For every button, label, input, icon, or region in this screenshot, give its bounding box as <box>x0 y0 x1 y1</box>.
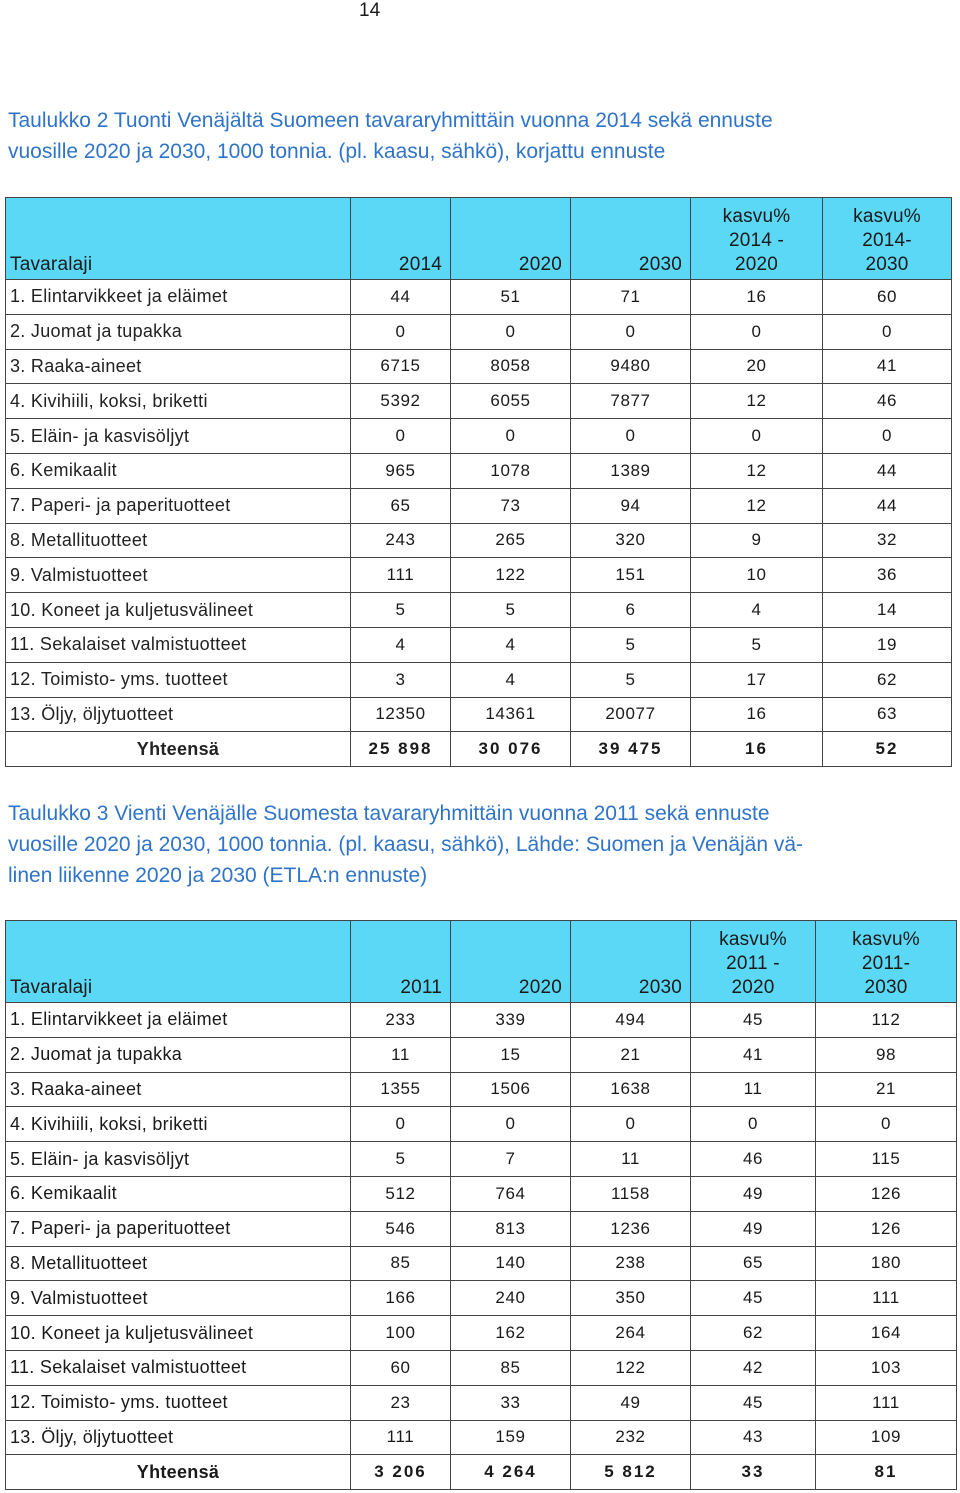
value-year-3-cell: 320 <box>571 523 691 558</box>
category-cell: 4. Kivihiili, koksi, briketti <box>6 1107 351 1142</box>
growth-short-cell: 12 <box>691 453 823 488</box>
growth-short-cell: 45 <box>691 1385 816 1420</box>
value-year-1-cell: 11 <box>351 1037 451 1072</box>
value-year-2-cell: 0 <box>451 314 571 349</box>
growth-short-cell: 62 <box>691 1316 816 1351</box>
category-cell: 5. Eläin- ja kasvisöljyt <box>6 419 351 454</box>
table-header-row <box>6 921 957 1003</box>
value-year-2-cell: 8058 <box>451 349 571 384</box>
value-year-3-cell: 0 <box>571 1107 691 1142</box>
table-row <box>6 488 952 523</box>
page-number: 14 <box>359 0 381 21</box>
value-year-2-cell: 73 <box>451 488 571 523</box>
growth-short-cell: 5 <box>691 627 823 662</box>
value-year-2-cell: 764 <box>451 1176 571 1211</box>
value-year-1-cell: 233 <box>351 1003 451 1038</box>
value-year-2-cell: 265 <box>451 523 571 558</box>
value-year-1-cell: 243 <box>351 523 451 558</box>
growth-long-cell: 63 <box>823 697 952 732</box>
value-year-2-cell: 813 <box>451 1211 571 1246</box>
growth-long-cell: 98 <box>816 1037 957 1072</box>
header-line: 2011- <box>861 953 911 974</box>
value-year-2-cell: 159 <box>451 1420 571 1455</box>
growth-long-cell: 60 <box>823 280 952 315</box>
value-year-3-cell: 11 <box>571 1142 691 1177</box>
table-row <box>6 627 952 662</box>
table-row <box>6 1037 957 1072</box>
growth-long-cell: 126 <box>816 1211 957 1246</box>
value-year-2-cell: 6055 <box>451 384 571 419</box>
value-year-3-cell: 1638 <box>571 1072 691 1107</box>
value-year-1-cell: 546 <box>351 1211 451 1246</box>
growth-long-cell: 32 <box>823 523 952 558</box>
growth-short-cell: 20 <box>691 349 823 384</box>
growth-short-cell: 17 <box>691 662 823 697</box>
value-year-1-cell: 166 <box>351 1281 451 1316</box>
value-year-1-cell: 1355 <box>351 1072 451 1107</box>
value-year-3-cell: 5 <box>571 662 691 697</box>
caption-line: vuosille 2020 ja 2030, 1000 tonnia. (pl. kaasu, sähkö), korjattu ennuste <box>8 140 666 163</box>
value-year-1-cell: 0 <box>351 1107 451 1142</box>
growth-short-cell: 49 <box>691 1211 816 1246</box>
value-year-2-cell: 1078 <box>451 453 571 488</box>
value-year-3-cell: 0 <box>571 419 691 454</box>
table-row <box>6 1420 957 1455</box>
value-year-1-cell: 85 <box>351 1246 451 1281</box>
category-cell: 10. Koneet ja kuljetusvälineet <box>6 1316 351 1351</box>
table-row <box>6 1316 957 1351</box>
table-3-caption <box>8 798 908 891</box>
table-header-row <box>6 198 952 280</box>
table-row <box>6 1385 957 1420</box>
growth-short-cell: 16 <box>691 697 823 732</box>
value-year-2-cell: 15 <box>451 1037 571 1072</box>
value-year-2-cell: 0 <box>451 1107 571 1142</box>
category-cell: 4. Kivihiili, koksi, briketti <box>6 384 351 419</box>
header-tavaralaji: Tavaralaji <box>6 198 351 280</box>
value-year-1-cell: 111 <box>351 1420 451 1455</box>
value-year-2-cell: 122 <box>451 558 571 593</box>
header-year-2020: 2020 <box>451 198 571 280</box>
value-year-1-cell: 5 <box>351 593 451 628</box>
total-row <box>6 732 952 767</box>
category-cell: 1. Elintarvikkeet ja eläimet <box>6 1003 351 1038</box>
category-cell: 5. Eläin- ja kasvisöljyt <box>6 1142 351 1177</box>
table-row <box>6 1176 957 1211</box>
category-cell: 3. Raaka-aineet <box>6 349 351 384</box>
header-year-2011: 2011 <box>351 921 451 1003</box>
value-year-3-cell: 21 <box>571 1037 691 1072</box>
header-line: kasvu% <box>852 929 920 950</box>
caption-line: Taulukko 3 Vienti Venäjälle Suomesta tavararyhmittäin vuonna 2011 sekä ennuste <box>8 802 770 825</box>
table-row <box>6 697 952 732</box>
value-year-2-cell: 33 <box>451 1385 571 1420</box>
header-line: 2020 <box>731 977 775 998</box>
value-year-3-cell: 232 <box>571 1420 691 1455</box>
table-2-caption <box>8 105 908 167</box>
growth-short-cell: 42 <box>691 1350 816 1385</box>
header-growth-2014-2030 <box>823 198 952 280</box>
growth-long-cell: 44 <box>823 453 952 488</box>
growth-short-cell: 45 <box>691 1281 816 1316</box>
growth-short-cell: 45 <box>691 1003 816 1038</box>
growth-long-cell: 81 <box>816 1455 957 1490</box>
header-line: kasvu% <box>722 206 791 227</box>
value-year-2-cell: 4 <box>451 662 571 697</box>
growth-long-cell: 112 <box>816 1003 957 1038</box>
growth-short-cell: 0 <box>691 419 823 454</box>
category-cell: 6. Kemikaalit <box>6 1176 351 1211</box>
header-year-2030: 2030 <box>571 198 691 280</box>
value-year-3-cell: 6 <box>571 593 691 628</box>
value-year-3-cell: 122 <box>571 1350 691 1385</box>
growth-long-cell: 41 <box>823 349 952 384</box>
value-year-1-cell: 4 <box>351 627 451 662</box>
growth-long-cell: 126 <box>816 1176 957 1211</box>
growth-long-cell: 14 <box>823 593 952 628</box>
value-year-3-cell: 494 <box>571 1003 691 1038</box>
category-cell: 9. Valmistuotteet <box>6 1281 351 1316</box>
value-year-3-cell: 1158 <box>571 1176 691 1211</box>
value-year-3-cell: 9480 <box>571 349 691 384</box>
table-row <box>6 1350 957 1385</box>
growth-short-cell: 0 <box>691 1107 816 1142</box>
value-year-1-cell: 23 <box>351 1385 451 1420</box>
value-year-3-cell: 49 <box>571 1385 691 1420</box>
value-year-1-cell: 60 <box>351 1350 451 1385</box>
growth-short-cell: 16 <box>691 732 823 767</box>
value-year-3-cell: 0 <box>571 314 691 349</box>
value-year-1-cell: 5392 <box>351 384 451 419</box>
value-year-3-cell: 7877 <box>571 384 691 419</box>
growth-long-cell: 103 <box>816 1350 957 1385</box>
header-year-2020: 2020 <box>451 921 571 1003</box>
growth-short-cell: 12 <box>691 384 823 419</box>
category-cell: 11. Sekalaiset valmistuotteet <box>6 627 351 662</box>
growth-short-cell: 12 <box>691 488 823 523</box>
category-cell: 8. Metallituotteet <box>6 1246 351 1281</box>
value-year-2-cell: 85 <box>451 1350 571 1385</box>
value-year-2-cell: 339 <box>451 1003 571 1038</box>
table-row <box>6 280 952 315</box>
growth-short-cell: 65 <box>691 1246 816 1281</box>
value-year-2-cell: 140 <box>451 1246 571 1281</box>
growth-short-cell: 41 <box>691 1037 816 1072</box>
value-year-3-cell: 39 475 <box>571 732 691 767</box>
growth-long-cell: 180 <box>816 1246 957 1281</box>
category-cell: 2. Juomat ja tupakka <box>6 314 351 349</box>
header-year-2030: 2030 <box>571 921 691 1003</box>
header-line: 2014 - <box>728 230 785 251</box>
growth-short-cell: 49 <box>691 1176 816 1211</box>
value-year-1-cell: 12350 <box>351 697 451 732</box>
growth-long-cell: 46 <box>823 384 952 419</box>
growth-short-cell: 0 <box>691 314 823 349</box>
category-cell: Yhteensä <box>6 732 351 767</box>
caption-line: Taulukko 2 Tuonti Venäjältä Suomeen tavararyhmittäin vuonna 2014 sekä ennuste <box>8 109 773 132</box>
table-row <box>6 662 952 697</box>
value-year-2-cell: 4 264 <box>451 1455 571 1490</box>
value-year-3-cell: 238 <box>571 1246 691 1281</box>
growth-long-cell: 111 <box>816 1385 957 1420</box>
growth-long-cell: 115 <box>816 1142 957 1177</box>
value-year-1-cell: 65 <box>351 488 451 523</box>
growth-long-cell: 52 <box>823 732 952 767</box>
growth-long-cell: 36 <box>823 558 952 593</box>
table-row <box>6 1281 957 1316</box>
value-year-3-cell: 1236 <box>571 1211 691 1246</box>
category-cell: 3. Raaka-aineet <box>6 1072 351 1107</box>
value-year-3-cell: 264 <box>571 1316 691 1351</box>
value-year-2-cell: 1506 <box>451 1072 571 1107</box>
value-year-1-cell: 5 <box>351 1142 451 1177</box>
value-year-2-cell: 30 076 <box>451 732 571 767</box>
growth-short-cell: 10 <box>691 558 823 593</box>
growth-long-cell: 21 <box>816 1072 957 1107</box>
table-row <box>6 1072 957 1107</box>
table-row <box>6 1246 957 1281</box>
growth-long-cell: 0 <box>823 419 952 454</box>
value-year-3-cell: 94 <box>571 488 691 523</box>
value-year-2-cell: 14361 <box>451 697 571 732</box>
growth-long-cell: 109 <box>816 1420 957 1455</box>
header-tavaralaji: Tavaralaji <box>6 921 351 1003</box>
growth-short-cell: 43 <box>691 1420 816 1455</box>
value-year-2-cell: 7 <box>451 1142 571 1177</box>
value-year-3-cell: 5 <box>571 627 691 662</box>
value-year-3-cell: 151 <box>571 558 691 593</box>
header-growth-2011-2030 <box>816 921 957 1003</box>
table-row <box>6 558 952 593</box>
category-cell: 7. Paperi- ja paperituotteet <box>6 488 351 523</box>
table-row <box>6 523 952 558</box>
category-cell: 8. Metallituotteet <box>6 523 351 558</box>
category-cell: 12. Toimisto- yms. tuotteet <box>6 1385 351 1420</box>
value-year-1-cell: 44 <box>351 280 451 315</box>
value-year-3-cell: 20077 <box>571 697 691 732</box>
category-cell: Yhteensä <box>6 1455 351 1490</box>
value-year-3-cell: 350 <box>571 1281 691 1316</box>
growth-long-cell: 111 <box>816 1281 957 1316</box>
value-year-3-cell: 5 812 <box>571 1455 691 1490</box>
caption-line: linen liikenne 2020 ja 2030 (ETLA:n ennuste) <box>8 864 428 887</box>
growth-long-cell: 44 <box>823 488 952 523</box>
growth-long-cell: 0 <box>816 1107 957 1142</box>
caption-line: vuosille 2020 ja 2030, 1000 tonnia. (pl. kaasu, sähkö), Lähde: Suomen ja Venäjän vä- <box>8 833 804 856</box>
header-line: 2011 - <box>726 953 780 974</box>
value-year-3-cell: 71 <box>571 280 691 315</box>
value-year-2-cell: 240 <box>451 1281 571 1316</box>
category-cell: 11. Sekalaiset valmistuotteet <box>6 1350 351 1385</box>
category-cell: 1. Elintarvikkeet ja eläimet <box>6 280 351 315</box>
category-cell: 13. Öljy, öljytuotteet <box>6 697 351 732</box>
value-year-1-cell: 3 <box>351 662 451 697</box>
value-year-1-cell: 25 898 <box>351 732 451 767</box>
growth-long-cell: 62 <box>823 662 952 697</box>
growth-long-cell: 0 <box>823 314 952 349</box>
header-line: 2030 <box>865 254 909 275</box>
table-row <box>6 1211 957 1246</box>
category-cell: 7. Paperi- ja paperituotteet <box>6 1211 351 1246</box>
table-row <box>6 349 952 384</box>
value-year-1-cell: 0 <box>351 419 451 454</box>
category-cell: 12. Toimisto- yms. tuotteet <box>6 662 351 697</box>
category-cell: 9. Valmistuotteet <box>6 558 351 593</box>
table-row <box>6 1107 957 1142</box>
header-year-2014: 2014 <box>351 198 451 280</box>
growth-short-cell: 33 <box>691 1455 816 1490</box>
export-table <box>5 920 957 1490</box>
growth-long-cell: 19 <box>823 627 952 662</box>
growth-short-cell: 11 <box>691 1072 816 1107</box>
growth-short-cell: 9 <box>691 523 823 558</box>
category-cell: 6. Kemikaalit <box>6 453 351 488</box>
growth-short-cell: 4 <box>691 593 823 628</box>
import-table <box>5 197 952 767</box>
table-row <box>6 1142 957 1177</box>
category-cell: 2. Juomat ja tupakka <box>6 1037 351 1072</box>
growth-long-cell: 164 <box>816 1316 957 1351</box>
category-cell: 13. Öljy, öljytuotteet <box>6 1420 351 1455</box>
value-year-3-cell: 1389 <box>571 453 691 488</box>
header-growth-2011-2020 <box>691 921 816 1003</box>
table-row <box>6 453 952 488</box>
table-row <box>6 384 952 419</box>
value-year-1-cell: 0 <box>351 314 451 349</box>
header-line: 2030 <box>864 977 908 998</box>
value-year-2-cell: 51 <box>451 280 571 315</box>
table-row <box>6 419 952 454</box>
value-year-1-cell: 512 <box>351 1176 451 1211</box>
table-row <box>6 1003 957 1038</box>
header-line: kasvu% <box>853 206 921 227</box>
table-row <box>6 314 952 349</box>
growth-short-cell: 16 <box>691 280 823 315</box>
growth-short-cell: 46 <box>691 1142 816 1177</box>
table-row <box>6 593 952 628</box>
value-year-2-cell: 162 <box>451 1316 571 1351</box>
value-year-2-cell: 5 <box>451 593 571 628</box>
value-year-1-cell: 111 <box>351 558 451 593</box>
value-year-1-cell: 6715 <box>351 349 451 384</box>
value-year-2-cell: 0 <box>451 419 571 454</box>
total-row <box>6 1455 957 1490</box>
value-year-1-cell: 965 <box>351 453 451 488</box>
value-year-2-cell: 4 <box>451 627 571 662</box>
value-year-1-cell: 3 206 <box>351 1455 451 1490</box>
header-line: 2014- <box>862 230 912 251</box>
header-line: kasvu% <box>719 929 787 950</box>
header-line: 2020 <box>734 254 779 275</box>
category-cell: 10. Koneet ja kuljetusvälineet <box>6 593 351 628</box>
value-year-1-cell: 100 <box>351 1316 451 1351</box>
header-growth-2014-2020 <box>691 198 823 280</box>
